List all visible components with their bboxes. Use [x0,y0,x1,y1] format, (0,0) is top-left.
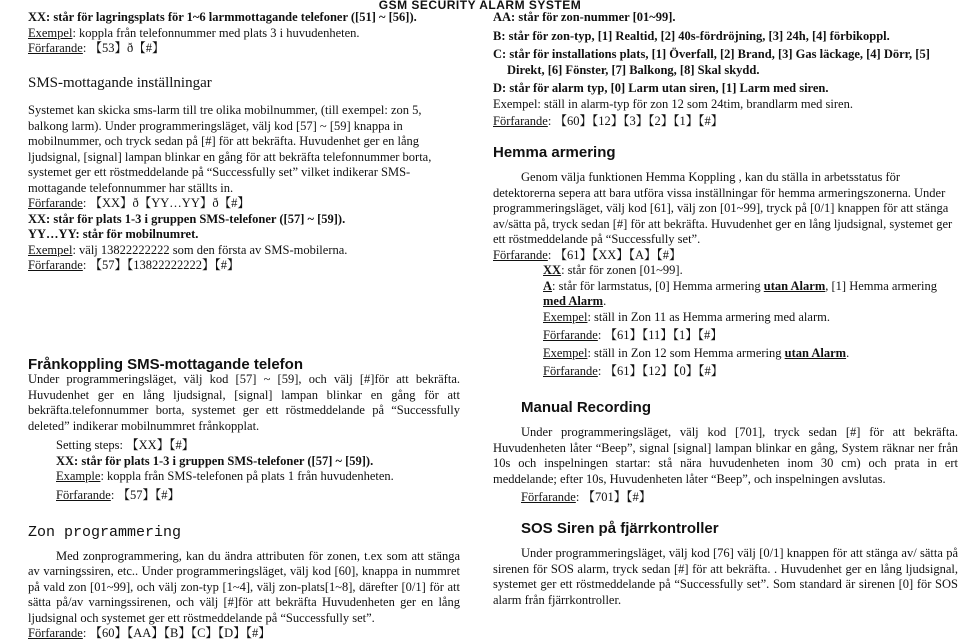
manual-recording-body: Under programmeringsläget, välj kod [701], tryck sedan [#] för att bekräfta. Huvudenheten låter “Beep”, signal [signal] lampan blinkar en gång, System räknar ner från 10s och inspelningen startar: stå nära huvudenheten inom 30 cm) och prata in ert meddelande; efter 10s, Huvudenheten låter “Beep”, och inspelningen avslutas. [493,425,958,486]
procedure-line [28,41,460,57]
procedure-code: : 【57】【13822222222】【#】 [82,258,240,272]
procedure-code: : 【61】【12】【0】【#】 [597,364,724,378]
procedure-line [493,114,958,130]
procedure-label: Förfarande [28,258,83,272]
example-line [28,469,460,485]
procedure-line [28,258,460,274]
procedure-label: Förfarande [493,114,548,128]
procedure-label: Förfarande [28,196,83,210]
procedure-code: : 【61】【11】【1】【#】 [597,328,723,342]
zone-type-line: B: står för zon-typ, [1] Realtid, [2] 40s-fördröjning, [3] 24h, [4] förbikoppl. [493,28,890,43]
procedure-code: : 【53】ð【#】 [82,41,165,55]
page-header: GSM SECURITY ALARM SYSTEM [378,0,582,12]
example-label: Exempel [28,242,73,257]
disconnect-heading: Frånkoppling SMS-mottagande telefon [28,355,304,373]
xx-label: XX [543,263,562,277]
sos-siren-heading: SOS Siren på fjärrkontroller [521,519,719,537]
sms-heading: SMS-mottagande inställningar [28,74,212,91]
example-text: : ställ in Zon 12 som Hemma armering [587,345,785,360]
procedure-line [28,626,460,642]
procedure-code: : 【XX】ð【YY…YY】ð【#】 [82,196,250,210]
procedure-code: : 【701】【#】 [575,490,652,504]
alarm-status-line [493,279,958,310]
procedure-label: Förfarande [28,41,83,55]
example-line: Exempel: ställ in alarm-typ för zon 12 som 24tim, brandlarm med siren. [493,96,853,111]
sms-slot-line: XX: står för plats 1-3 i gruppen SMS-telefoner ([57] ~ [59]). [28,211,346,226]
procedure-line [493,364,958,380]
example-text: . [846,345,850,360]
zone-number-line: AA: står för zon-nummer [01~99]. [493,10,676,24]
left-column [28,10,460,642]
procedure-label: Förfarande [543,328,598,342]
home-arming-heading: Hemma armering [493,143,616,161]
procedure-label: Förfarande [543,364,598,378]
manual-recording-heading: Manual Recording [521,398,652,416]
zone-storage-line: XX: står för lagringsplats för 1~6 larmmottagande telefoner ([51] ~ [56]). [28,10,417,24]
xx-text: : står för zonen [01~99]. [561,263,683,277]
example-line [493,346,958,362]
zone-range-line [493,263,958,279]
zone-programming-heading: Zon programmering [28,524,182,541]
example-label: Exempel [543,345,588,360]
procedure-label: Förfarande [56,487,111,502]
procedure-code: : 【61】【XX】【A】【#】 [547,247,682,262]
procedure-code: : 【60】【AA】【B】【C】【D】【#】 [82,626,271,640]
example-label: Exempel [543,309,588,324]
mobile-number-line: YY…YY: står för mobilnumret. [28,227,199,241]
procedure-label: Förfarande [493,247,548,262]
example-text: : ställ in Zon 11 as Hemma armering med alarm. [587,309,830,324]
example-text: : koppla från SMS-telefonen på plats 1 från huvudenheten. [100,469,394,483]
a-text: , [1] Hemma armering [825,278,938,293]
example-line [493,310,958,326]
example-line [28,243,460,259]
procedure-code: : 【57】【#】 [110,487,180,502]
procedure-line [28,196,460,212]
example-label: Example [56,469,101,483]
procedure-code: : 【60】【12】【3】【2】【1】【#】 [547,114,724,128]
alarm-type-line: D: står för alarm typ, [0] Larm utan siren, [1] Larm med siren. [493,81,829,95]
without-alarm-text: utan Alarm [784,345,847,360]
example-text: : välj 13822222222 som den första av SMS-mobilerna. [72,242,348,257]
procedure-line [493,490,958,506]
a-text: : står för larmstatus, [0] Hemma armering [552,278,764,293]
setting-steps-line: Setting steps: 【XX】【#】 [56,438,195,452]
example-line [28,26,460,42]
right-column [493,10,958,608]
disconnect-body: Under programmeringsläget, välj kod [57] ~ [59], och välj [#]för att bekräfta. Huvudenhet ger en lång ljudsignal, [signal] lampan blinkar en gång för att bekräfta.telefonnummer borta, systemet ger ett röstmeddelande på “Successfully deleted” indikerar mobilnummret frånkopplat. [28,372,460,433]
with-alarm-text: med Alarm [543,294,604,308]
procedure-line [493,248,958,264]
sos-siren-body: Under programmeringsläget, välj kod [76] välj [0/1] knappen för att stänga av/ sätta på sirenen för SOS alarm, tryck sedan [#] för att bekräfta. . Huvudenhet ger en lång ljudsignal, systemet ger ett röstmeddelande på “Successfully set”. Som standard är sirenen [0] för SOS alarm från fjärrkontroller. [493,546,958,607]
procedure-line [493,328,958,344]
install-place-line: C: står för installations plats, [1] Överfall, [2] Brand, [3] Gas läckage, [4] Dörr, [5] Direkt, [6] Fönster, [7] Balkong, [8] Skal skydd. [493,47,930,77]
without-alarm-text: utan Alarm [763,278,826,293]
procedure-label: Förfarande [521,490,576,504]
sms-slot-line: XX: står för plats 1-3 i gruppen SMS-telefoner ([57] ~ [59]). [56,453,374,468]
a-label: A [543,278,553,293]
zone-programming-body: Med zonprogrammering, kan du ändra attributen för zonen, t.ex som att stänga av varningssiren, etc.. Under programmeringsläget, välj kod [60], knappa in nummret på vald zon [01~99], och välj zon-typ [1~4], välj zon-plats[1~8], därefter [0/1] för att sätta på/av varningssirenen, och välj [#]för att bekräfta Huvudenheten ger en lång ljudsignal och systemet ger ett röstmeddelande på “Successfully set”. [28,548,460,625]
a-text: . [603,294,607,308]
sms-body: Systemet kan skicka sms-larm till tre olika mobilnummer, (till exempel: zon 5, balkong larm). Under programmeringsläget, välj kod [57] ~ [59] knappa in mobilnummer, och tryck sedan på [#] för att bekräfta. Huvudenhet ger en lång ljudsignal, [signal] lampan blinkar en gång för att bekräfta telefonnummer borta, systemet ger ett röstmeddelande på “Successfully set” vilket indikerar SMS-mottagande telefonnummer har ställts in. [28,103,432,195]
procedure-line [28,488,460,504]
example-label: Exempel [28,25,73,40]
home-arming-body: Genom välja funktionen Hemma Koppling , kan du ställa in arbetsstatus för detektorerna sepera att bara utföra vissa inställningar för hemma armeringszonerna. Under programmeringsläget, välj kod [61], välj zon [01~99], tryck på [0/1] knappen för att stänga av/sätta på, tryck sedan [#] för att bekräfta. Huvudenhet ger en lång ljudsignal, systemet ger ett röstmeddelande på “Successfully set”. [493,170,953,246]
example-text: : koppla från telefonnummer med plats 3 i huvudenheten. [72,25,360,40]
procedure-label: Förfarande [28,626,83,640]
